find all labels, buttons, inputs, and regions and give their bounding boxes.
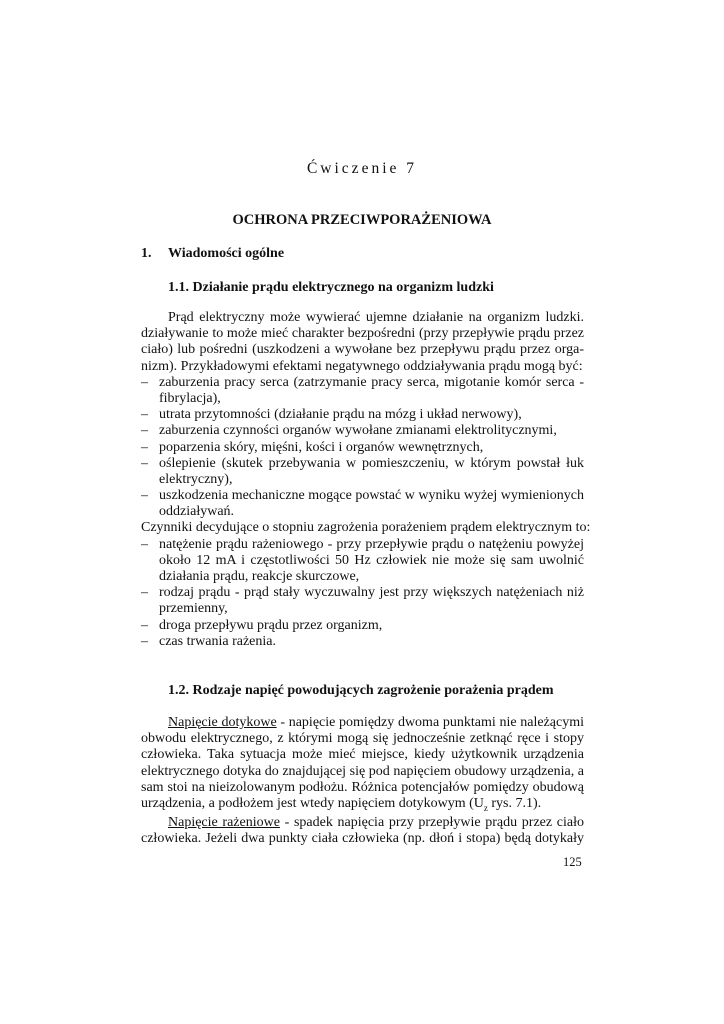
list-item: – natężenie prądu rażeniowego - przy przepływie prądu o natężeniu powyżej bbox=[141, 536, 584, 552]
paragraph-line: ciało) lub pośredni (uszkodzeni a wywołane bez przepływu prądu przez orga- bbox=[141, 342, 584, 358]
paragraph-line: Napięcie dotykowe - napięcie pomiędzy dwoma punktami nie należącymi bbox=[168, 715, 584, 730]
body-text-section-1-1 bbox=[141, 310, 591, 650]
page-number: 125 bbox=[563, 855, 582, 869]
bullet-dash: – bbox=[141, 439, 148, 455]
list-item-continuation: elektryczny), bbox=[159, 471, 233, 487]
term-shock-voltage: Napięcie rażeniowe bbox=[168, 815, 280, 831]
bullet-dash: – bbox=[141, 374, 148, 390]
bullet-dash: – bbox=[141, 407, 148, 423]
list-item: – czas trwania rażenia. bbox=[141, 633, 276, 649]
bullet-dash: – bbox=[141, 423, 148, 439]
bullet-dash: – bbox=[141, 633, 148, 649]
section-1-number: 1. bbox=[141, 246, 152, 261]
paragraph-line: urządzenia, a podłożem jest wtedy napięciem dotykowym ($U_z$ rys. 7.1). bbox=[141, 795, 542, 813]
bullet-dash: – bbox=[141, 536, 148, 552]
list-item-continuation: przemienny, bbox=[159, 601, 228, 617]
list-item-continuation: fibrylacja), bbox=[159, 390, 221, 406]
paragraph-line: nizm). Przykładowymi efektami negatywnego oddziaływania prądu mogą być: bbox=[141, 358, 583, 374]
list-item: – rodzaj prądu - prąd stały wyczuwalny jest przy większych natężeniach niż bbox=[141, 585, 584, 601]
list-item-continuation: działania prądu, reakcje skurczowe, bbox=[159, 569, 360, 584]
paragraph-line: działywanie to może mieć charakter bezpośredni (przy przepływie prądu przez bbox=[141, 326, 584, 342]
subscript: z bbox=[483, 802, 488, 813]
paragraph-line: Prąd elektryczny może wywierać ujemne działanie na organizm ludzki. bbox=[168, 310, 584, 325]
section-1-2-heading: 1.2. Rodzaje napięć powodujących zagrożenie porażenia prądem bbox=[168, 683, 554, 698]
factors-intro: Czynniki decydujące o stopniu zagrożenia porażeniem prądem elektrycznym to: bbox=[141, 520, 591, 536]
body-text-section-1-2 bbox=[141, 715, 584, 848]
list-item: – oślepienie (skutek przebywania w pomieszczeniu, w którym powstał łuk bbox=[141, 455, 584, 471]
list-item: – poparzenia skóry, mięśni, kości i organów wewnętrznych, bbox=[141, 439, 484, 455]
paragraph-line: sam stoi na nieizolowanym podłożu. Różnica potencjałów pomiędzy obudową bbox=[141, 779, 584, 795]
section-1-heading bbox=[141, 246, 284, 262]
list-item-continuation: około 12 mA i częstotliwości 50 Hz człowiek nie może się sam uwolnić bbox=[159, 552, 584, 568]
paragraph-line: obwodu elektrycznego, z którymi mogą się jednocześnie zetknąć ręce i stopy bbox=[141, 731, 584, 747]
chapter-heading: Ćwiczenie 7 bbox=[306, 160, 418, 177]
list-item: – uszkodzenia mechaniczne mogące powstać w wyniku wyżej wymienionych bbox=[141, 488, 584, 504]
paragraph-line: Napięcie rażeniowe - spadek napięcia przy przepływie prądu przez ciało bbox=[168, 815, 584, 831]
section-1-title: Wiadomości ogólne bbox=[168, 246, 285, 261]
paragraph-line: elektrycznego dotyka do znajdującej się pod napięciem obudowy urządzenia, a bbox=[141, 763, 584, 779]
bullet-dash: – bbox=[141, 585, 148, 601]
list-item: – utrata przytomności (działanie prądu na mózg i układ nerwowy), bbox=[141, 407, 522, 423]
paragraph-line: człowieka. Jeżeli dwa punkty ciała człowieka (np. dłoń i stopa) będą dotykały bbox=[141, 831, 584, 847]
list-item: – zaburzenia czynności organów wywołane zmianami elektrolitycznymi, bbox=[141, 423, 557, 439]
list-item-continuation: oddziaływań. bbox=[159, 504, 235, 520]
list-item: – droga przepływu prądu przez organizm, bbox=[141, 617, 383, 633]
list-item: – zaburzenia pracy serca (zatrzymanie pracy serca, migotanie komór serca - bbox=[141, 374, 584, 390]
paragraph-line: człowieka. Taka sytuacja może mieć miejsce, kiedy użytkownik urządzenia bbox=[141, 747, 584, 763]
term-touch-voltage: Napięcie dotykowe bbox=[168, 715, 277, 730]
bullet-dash: – bbox=[141, 617, 148, 633]
bullet-dash: – bbox=[141, 455, 148, 471]
bullet-dash: – bbox=[141, 488, 148, 504]
chapter-title: OCHRONA PRZECIWPORAŻENIOWA bbox=[232, 212, 492, 228]
section-1-1-heading: 1.1. Działanie prądu elektrycznego na organizm ludzki bbox=[168, 280, 494, 295]
